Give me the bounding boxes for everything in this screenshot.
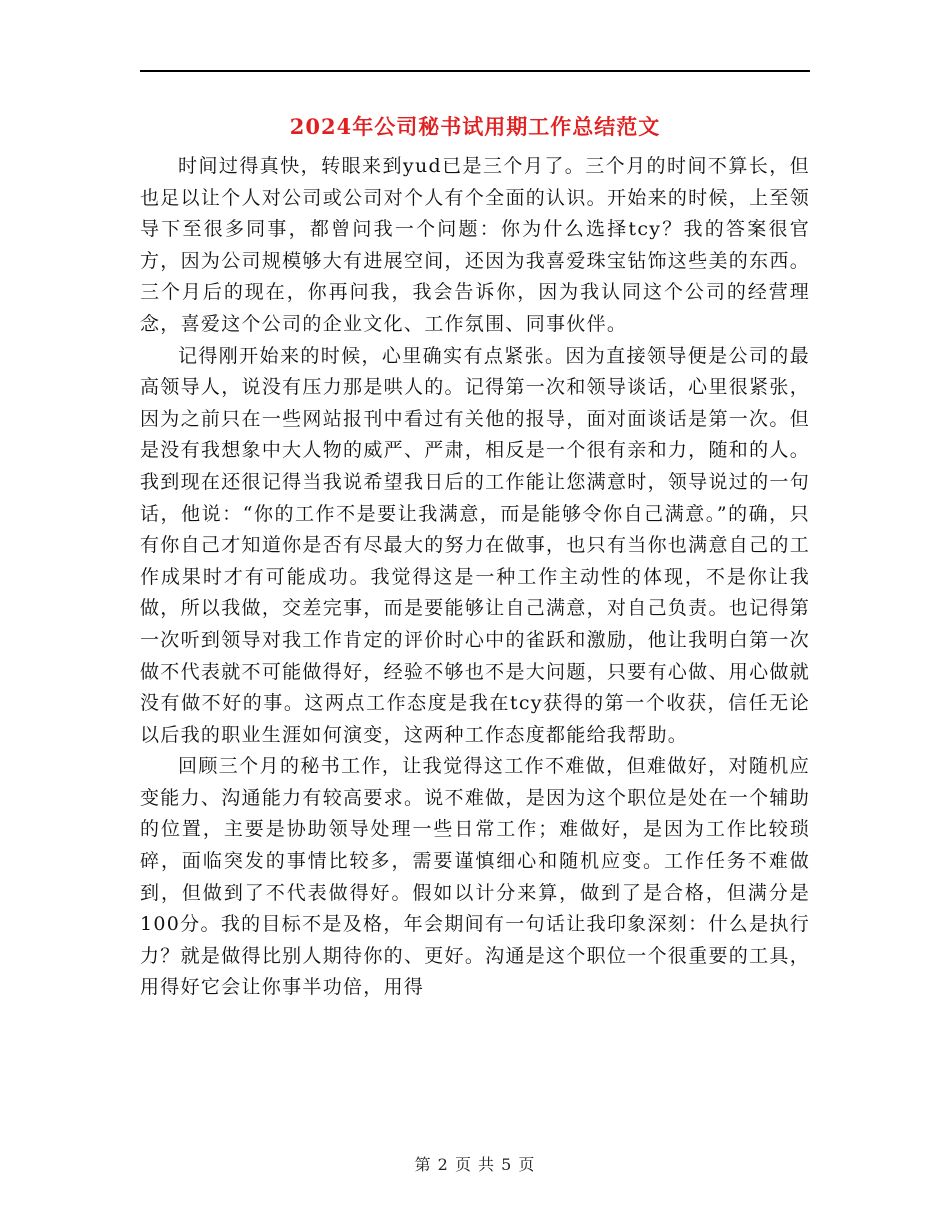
header-rule <box>140 70 810 72</box>
document-body <box>140 151 810 1004</box>
paragraph-1: 时间过得真快，转眼来到yud已是三个月了。三个月的时间不算长，但也足以让个人对公司或公司对个人有个全面的认识。开始来的时候，上至领导下至很多同事，都曾问我一个问题：你为什么选择tcy？我的答案很官方，因为公司规模够大有进展空间，还因为我喜爱珠宝钻饰这些美的东西。三个月后的现在，你再问我，我会告诉你，因为我认同这个公司的经营理念，喜爱这个公司的企业文化、工作氛围、同事伙伴。 <box>140 155 810 335</box>
paragraph-2: 记得刚开始来的时候，心里确实有点紧张。因为直接领导便是公司的最高领导人，说没有压力那是哄人的。记得第一次和领导谈话，心里很紧张，因为之前只在一些网站报刊中看过有关他的报导，面对面谈话是第一次。但是没有我想象中大人物的威严、严肃，相反是一个很有亲和力，随和的人。我到现在还很记得当我说希望我日后的工作能让您满意时，领导说过的一句话，他说：“你的工作不是要让我满意，而是能够令你自己满意。”的确，只有你自己才知道你是否有尽最大的努力在做事，也只有当你也满意自己的工作成果时才有可能成功。我觉得这是一种工作主动性的体现，不是你让我做，所以我做，交差完事，而是要能够让自己满意，对自己负责。也记得第一次听到领导对我工作肯定的评价时心中的雀跃和激励，他让我明白第一次做不代表就不可能做得好，经验不够也不是大问题，只要有心做、用心做就没有做不好的事。这两点工作态度是我在tcy获得的第一个收获，信任无论以后我的职业生涯如何演变，这两种工作态度都能给我帮助。 <box>140 344 810 746</box>
page-number-footer: 第 2 页 共 5 页 <box>414 1155 536 1174</box>
document-title: 2024年公司秘书试用期工作总结范文 <box>289 114 661 139</box>
paragraph-3: 回顾三个月的秘书工作，让我觉得这工作不难做，但难做好，对随机应变能力、沟通能力有较高要求。说不难做，是因为这个职位是处在一个辅助的位置，主要是协助领导处理一些日常工作；难做好，是因为工作比较琐碎，面临突发的事情比较多，需要谨慎细心和随机应变。工作任务不难做到，但做到了不代表做得好。假如以计分来算，做到了是合格，但满分是100分。我的目标不是及格，年会期间有一句话让我印象深刻：什么是执行力？就是做得比别人期待你的、更好。沟通是这个职位一个很重要的工具，用得好它会让你事半功倍，用得 <box>140 755 810 999</box>
